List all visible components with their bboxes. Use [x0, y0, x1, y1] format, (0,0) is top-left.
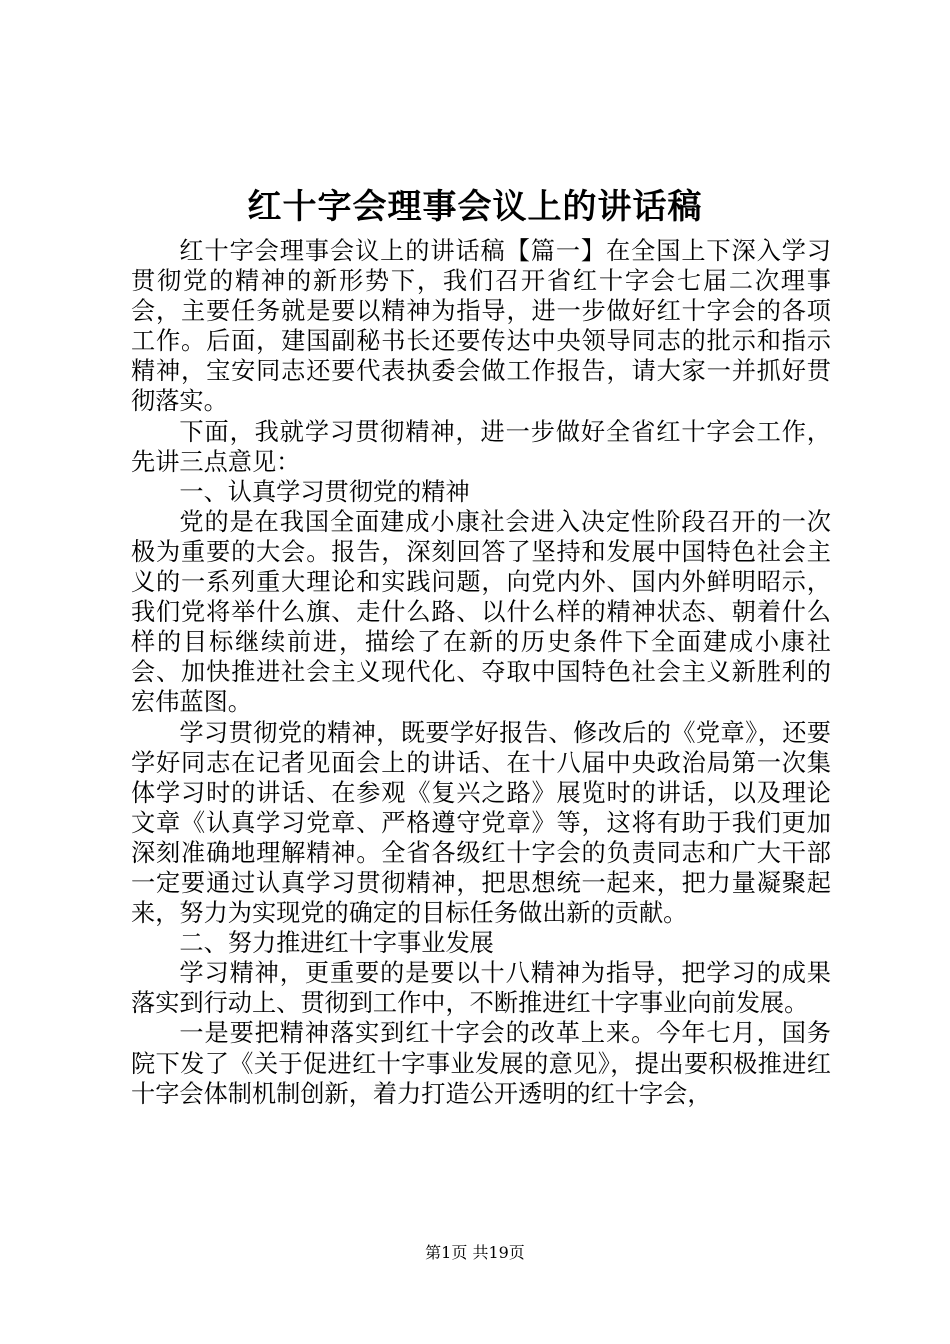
paragraph-intro: 红十字会理事会议上的讲话稿【篇一】在全国上下深入学习贯彻党的精神的新形势下，我们召开省红十字会七届二次理事会，主要任务就是要以精神为指导，进一步做好红十字会的各项工作。后面，建国副秘书长还要传达中央领导同志的批示和指示精神，宝安同志还要代表执委会做工作报告，请大家一并抓好贯彻落实。 [131, 237, 831, 416]
paragraph-reform: 一是要把精神落实到红十字会的改革上来。今年七月，国务院下发了《关于促进红十字事业发展的意见》，提出要积极推进红十字会体制机制创新，着力打造公开透明的红十字会， [131, 1019, 831, 1108]
paragraph-congress: 党的是在我国全面建成小康社会进入决定性阶段召开的一次极为重要的大会。报告，深刻回答了坚持和发展中国特色社会主义的一系列重大理论和实践问题，向党内外、国内外鲜明昭示，我们党将举什么旗、走什么路、以什么样的精神状态、朝着什么样的目标继续前进，描绘了在新的历史条件下全面建成小康社会、加快推进社会主义现代化、夺取中国特色社会主义新胜利的宏伟蓝图。 [131, 507, 831, 717]
document-body [131, 236, 831, 1109]
paragraph-implement: 学习精神，更重要的是要以十八精神为指导，把学习的成果落实到行动上、贯彻到工作中，不断推进红十字事业向前发展。 [131, 959, 831, 1018]
page-footer: 第1页 共19页 [425, 1243, 525, 1262]
section-heading-1: 一、认真学习贯彻党的精神 [179, 477, 470, 506]
document-title: 红十字会理事会议上的讲话稿 [247, 187, 703, 227]
section-heading-2: 二、努力推进红十字事业发展 [179, 929, 494, 958]
paragraph-study: 学习贯彻党的精神，既要学好报告、修改后的《党章》，还要学好同志在记者见面会上的讲话、在十八届中央政治局第一次集体学习时的讲话、在参观《复兴之路》展览时的讲话，以及理论文章《认真学习党章、严格遵守党章》等，这将有助于我们更加深刻准确地理解精神。全省各级红十字会的负责同志和广大干部一定要通过认真学习贯彻精神，把思想统一起来，把力量凝聚起来，努力为实现党的确定的目标任务做出新的贡献。 [131, 718, 831, 928]
paragraph-opinions: 下面，我就学习贯彻精神，进一步做好全省红十字会工作，先讲三点意见： [131, 417, 831, 476]
